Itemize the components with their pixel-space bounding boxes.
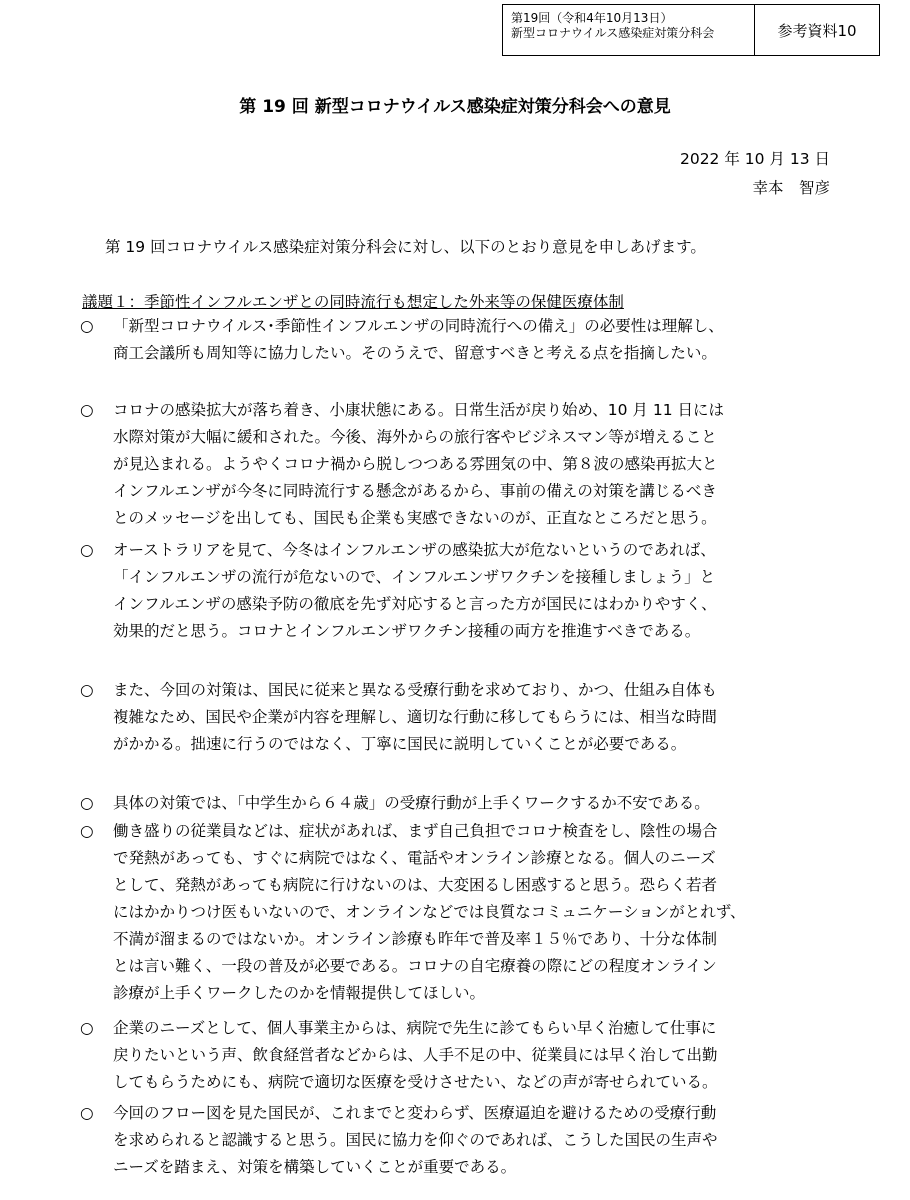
paragraph-line: が見込まれる。ようやくコロナ禍から脱しつつある雰囲気の中、第８波の感染再拡大と xyxy=(113,455,718,473)
paragraph-line: にはかかりつけ医もいないので、オンラインなどでは良質なコミュニケーションがとれず、 xyxy=(113,903,746,921)
opinion-paragraph-8 xyxy=(80,1100,840,1181)
bullet-marker: ○ xyxy=(80,1104,94,1122)
bullet-marker: ○ xyxy=(80,541,94,559)
bullet-marker: ○ xyxy=(80,401,94,419)
bullet-marker: ○ xyxy=(80,317,94,335)
meeting-info xyxy=(503,5,755,55)
paragraph-line: 今回のフロー図を見た国民が、これまでと変わらず、医療逼迫を避けるための受療行動 xyxy=(113,1104,717,1122)
paragraph-line: とは言い難く、一段の普及が必要である。コロナの自宅療養の際にどの程度オンライン xyxy=(113,957,717,975)
paragraph-line: を求められると認識すると思う。国民に協力を仰ぐのであれば、こうした国民の生声や xyxy=(113,1131,718,1149)
opinion-paragraph-4 xyxy=(80,677,840,758)
paragraph-line: として、発熱があっても病院に行けないのは、大変困るし困惑すると思う。恐らく若者 xyxy=(113,876,718,894)
paragraph-line: で発熱があっても、すぐに病院ではなく、電話やオンライン診療となる。個人のニーズ xyxy=(113,849,716,867)
paragraph-line: コロナの感染拡大が落ち着き、小康状態にある。日常生活が戻り始め、10 月 11 日には xyxy=(113,401,724,419)
paragraph-line: ニーズを踏まえ、対策を構築していくことが重要である。 xyxy=(113,1158,517,1176)
paragraph-line: してもらうためにも、病院で適切な医療を受けさせたい、などの声が寄せられている。 xyxy=(113,1073,718,1091)
author-name: 幸本 智彦 xyxy=(752,179,830,197)
paragraph-line: 戻りたいという声、飲食経営者などからは、人手不足の中、従業員には早く治して出勤 xyxy=(113,1046,718,1064)
bullet-marker: ○ xyxy=(80,794,94,812)
paragraph-line: 「新型コロナウイルス･季節性インフルエンザの同時流行への備え」の必要性は理解し、 xyxy=(113,317,724,335)
document-date: 2022 年 10 月 13 日 xyxy=(679,150,830,168)
opinion-paragraph-5 xyxy=(80,790,840,817)
opinion-paragraph-2 xyxy=(80,397,840,532)
paragraph-line: 「インフルエンザの流行が危ないので、インフルエンザワクチンを接種しましょう」と xyxy=(113,568,716,586)
paragraph-line: 水際対策が大幅に緩和された。今後、海外からの旅行客やビジネスマン等が増えること xyxy=(113,428,717,446)
opinion-paragraph-7 xyxy=(80,1015,840,1096)
paragraph-line: インフルエンザの感染予防の徹底を先ず対応すると言った方が国民にはわかりやすく、 xyxy=(113,595,717,613)
reference-label: 参考資料10 xyxy=(777,21,857,40)
meeting-date-line: 第19回（令和4年10月13日） xyxy=(511,11,673,25)
document-title: 第 19 回 新型コロナウイルス感染症対策分科会への意見 xyxy=(239,97,671,117)
paragraph-line: 働き盛りの従業員などは、症状があれば、まず自己負担でコロナ検査をし、陰性の場合 xyxy=(113,822,718,840)
opinion-paragraph-1 xyxy=(80,313,840,367)
bullet-marker: ○ xyxy=(80,681,94,699)
bullet-marker: ○ xyxy=(80,822,94,840)
paragraph-line: インフルエンザが今冬に同時流行する懸念があるから、事前の備えの対策を講じるべき xyxy=(113,482,717,500)
paragraph-line: 具体の対策では、「中学生から６４歳」の受療行動が上手くワークするか不安である。 xyxy=(113,794,710,812)
paragraph-line: 診療が上手くワークしたのかを情報提供してほしい。 xyxy=(113,984,486,1002)
opinion-paragraph-6 xyxy=(80,818,840,1007)
paragraph-line: また、今回の対策は、国民に従来と異なる受療行動を求めており、かつ、仕組み自体も xyxy=(113,681,717,699)
paragraph-line: 商工会議所も周知等に協力したい。そのうえで、留意すべきと考える点を指摘したい。 xyxy=(113,344,717,362)
header-box xyxy=(502,4,880,56)
paragraph-line: 企業のニーズとして、個人事業主からは、病院で先生に診てもらい早く治癒して仕事に xyxy=(113,1019,717,1037)
intro-text: 第 19 回コロナウイルス感染症対策分科会に対し、以下のとおり意見を申しあげます。 xyxy=(105,238,706,256)
paragraph-line: オーストラリアを見て、今冬はインフルエンザの感染拡大が危ないというのであれば、 xyxy=(113,541,716,559)
paragraph-line: とのメッセージを出しても、国民も企業も実感できないのが、正直なところだと思う。 xyxy=(113,509,717,527)
bullet-marker: ○ xyxy=(80,1019,94,1037)
paragraph-line: 効果的だと思う。コロナとインフルエンザワクチン接種の両方を推進すべきである。 xyxy=(113,622,701,640)
paragraph-line: 不満が溜まるのではないか。オンライン診療も昨年で普及率１５％であり、十分な体制 xyxy=(113,930,718,948)
opinion-paragraph-3 xyxy=(80,537,840,645)
paragraph-line: がかかる。拙速に行うのではなく、丁寧に国民に説明していくことが必要である。 xyxy=(113,735,687,753)
agenda-heading: 議題１：季節性インフルエンザとの同時流行も想定した外来等の保健医療体制 xyxy=(82,293,624,311)
paragraph-line: 複雑なため、国民や企業が内容を理解し、適切な行動に移してもらうには、相当な時間 xyxy=(113,708,717,726)
meeting-name-line: 新型コロナウイルス感染症対策分科会 xyxy=(511,26,715,40)
